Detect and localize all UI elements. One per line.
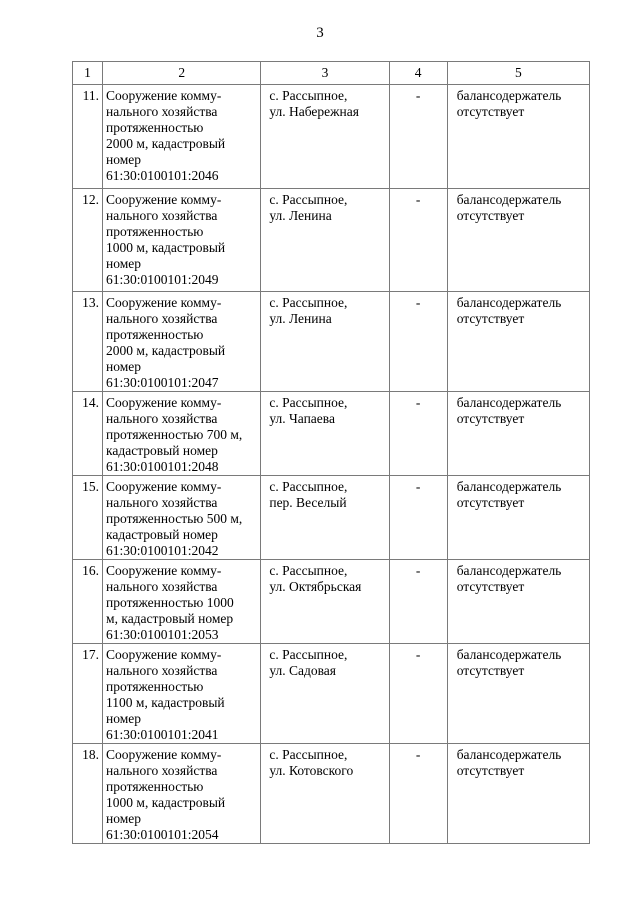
row-number: 13. xyxy=(73,292,103,392)
object-name-line: 61:30:0100101:2054 xyxy=(106,827,219,842)
column-4-value: - xyxy=(389,392,447,476)
owner-status-line: балансодержатель xyxy=(456,479,562,494)
object-name-line: номер xyxy=(106,256,142,271)
object-name-line: нального хозяйства xyxy=(106,763,218,778)
row-number: 11. xyxy=(73,85,103,189)
column-4-value: - xyxy=(389,560,447,644)
owner-status-line: отсутствует xyxy=(456,104,525,119)
object-name-line: 1000 м, кадастровый xyxy=(106,240,226,255)
object-name-line: протяженностью 1000 xyxy=(106,595,234,610)
object-name-line: 61:30:0100101:2053 xyxy=(106,627,219,642)
object-name-line: нального хозяйства xyxy=(106,663,218,678)
object-name-line: протяженностью xyxy=(106,779,204,794)
object-name-line: 61:30:0100101:2049 xyxy=(106,272,219,287)
owner-status-line: балансодержатель xyxy=(456,563,562,578)
object-name-line: м, кадастровый номер xyxy=(106,611,234,626)
object-address xyxy=(261,644,389,744)
object-address-line: с. Рассыпное, xyxy=(269,192,348,207)
object-name xyxy=(103,392,261,476)
header-cell-3: 3 xyxy=(261,62,389,85)
object-name-line: Сооружение комму- xyxy=(106,395,222,410)
object-name-line: 61:30:0100101:2048 xyxy=(106,459,219,474)
owner-status-line: балансодержатель xyxy=(456,747,562,762)
object-name-line: Сооружение комму- xyxy=(106,295,222,310)
object-name-line: номер xyxy=(106,359,142,374)
object-address-line: ул. Садовая xyxy=(269,663,336,678)
row-number: 16. xyxy=(73,560,103,644)
object-name-line: Сооружение комму- xyxy=(106,479,222,494)
object-name-line: нального хозяйства xyxy=(106,495,218,510)
object-name xyxy=(103,189,261,292)
object-name-line: 61:30:0100101:2046 xyxy=(106,168,219,183)
owner-status-line: отсутствует xyxy=(456,411,525,426)
owner-status xyxy=(447,560,589,644)
object-name-line: номер xyxy=(106,152,142,167)
object-address-line: ул. Ленина xyxy=(269,311,332,326)
owner-status xyxy=(447,189,589,292)
object-name-line: 61:30:0100101:2047 xyxy=(106,375,219,390)
owner-status-line: балансодержатель xyxy=(456,395,562,410)
row-number: 18. xyxy=(73,744,103,844)
object-name-line: нального хозяйства xyxy=(106,411,218,426)
object-name-line: 1100 м, кадастровый xyxy=(106,695,225,710)
object-name xyxy=(103,476,261,560)
owner-status-line: отсутствует xyxy=(456,763,525,778)
object-name-line: протяженностью 500 м, xyxy=(106,511,243,526)
object-name xyxy=(103,560,261,644)
header-cell-1: 1 xyxy=(73,62,103,85)
object-name-line: номер xyxy=(106,811,142,826)
object-name-line: нального хозяйства xyxy=(106,579,218,594)
object-name-line: нального хозяйства xyxy=(106,311,218,326)
object-name-line: Сооружение комму- xyxy=(106,192,222,207)
object-name-line: 61:30:0100101:2041 xyxy=(106,727,219,742)
owner-status-line: отсутствует xyxy=(456,579,525,594)
object-address-line: ул. Октябрьская xyxy=(269,579,362,594)
header-cell-4: 4 xyxy=(389,62,447,85)
owner-status-line: балансодержатель xyxy=(456,192,562,207)
object-name xyxy=(103,744,261,844)
object-name xyxy=(103,85,261,189)
object-name-line: протяженностью xyxy=(106,679,204,694)
object-name-line: 61:30:0100101:2042 xyxy=(106,543,219,558)
row-number: 12. xyxy=(73,189,103,292)
table-row xyxy=(73,85,590,189)
object-name-line: Сооружение комму- xyxy=(106,647,222,662)
object-name-line: протяженностью xyxy=(106,327,204,342)
object-address xyxy=(261,189,389,292)
object-address-line: с. Рассыпное, xyxy=(269,395,348,410)
owner-status-line: отсутствует xyxy=(456,208,525,223)
owner-status-line: балансодержатель xyxy=(456,295,562,310)
owner-status-line: балансодержатель xyxy=(456,88,562,103)
column-4-value: - xyxy=(389,189,447,292)
row-number: 17. xyxy=(73,644,103,744)
row-number: 14. xyxy=(73,392,103,476)
object-name-line: Сооружение комму- xyxy=(106,563,222,578)
object-name-line: 2000 м, кадастровый xyxy=(106,136,226,151)
table-row xyxy=(73,292,590,392)
object-address-line: с. Рассыпное, xyxy=(269,563,348,578)
object-address-line: ул. Ленина xyxy=(269,208,332,223)
column-4-value: - xyxy=(389,85,447,189)
property-table xyxy=(72,61,590,844)
object-address xyxy=(261,744,389,844)
object-address-line: с. Рассыпное, xyxy=(269,88,348,103)
object-address xyxy=(261,85,389,189)
object-address-line: с. Рассыпное, xyxy=(269,747,348,762)
object-name-line: нального хозяйства xyxy=(106,208,218,223)
owner-status-line: отсутствует xyxy=(456,495,525,510)
table-row xyxy=(73,189,590,292)
object-address xyxy=(261,476,389,560)
owner-status-line: отсутствует xyxy=(456,311,525,326)
row-number: 15. xyxy=(73,476,103,560)
object-name-line: протяженностью xyxy=(106,120,204,135)
table-row xyxy=(73,560,590,644)
object-name-line: 1000 м, кадастровый xyxy=(106,795,226,810)
owner-status-line: балансодержатель xyxy=(456,647,562,662)
object-address-line: ул. Набережная xyxy=(269,104,359,119)
owner-status-line: отсутствует xyxy=(456,663,525,678)
object-address-line: с. Рассыпное, xyxy=(269,479,348,494)
header-cell-5: 5 xyxy=(447,62,589,85)
object-address-line: с. Рассыпное, xyxy=(269,295,348,310)
object-name-line: номер xyxy=(106,711,142,726)
object-name xyxy=(103,644,261,744)
page-number: 3 xyxy=(316,25,324,41)
object-name-line: кадастровый номер xyxy=(106,527,218,542)
table-row xyxy=(73,392,590,476)
table-row xyxy=(73,644,590,744)
object-address-line: пер. Веселый xyxy=(269,495,347,510)
object-name-line: нального хозяйства xyxy=(106,104,218,119)
owner-status xyxy=(447,392,589,476)
owner-status xyxy=(447,476,589,560)
table-row xyxy=(73,744,590,844)
owner-status xyxy=(447,644,589,744)
column-4-value: - xyxy=(389,476,447,560)
object-name-line: протяженностью xyxy=(106,224,204,239)
object-address xyxy=(261,392,389,476)
object-name-line: Сооружение комму- xyxy=(106,747,222,762)
object-name-line: 2000 м, кадастровый xyxy=(106,343,226,358)
object-name-line: Сооружение комму- xyxy=(106,88,222,103)
owner-status xyxy=(447,292,589,392)
table-row xyxy=(73,476,590,560)
header-cell-2: 2 xyxy=(103,62,261,85)
object-address xyxy=(261,560,389,644)
column-4-value: - xyxy=(389,292,447,392)
object-name-line: кадастровый номер xyxy=(106,443,218,458)
object-name xyxy=(103,292,261,392)
owner-status xyxy=(447,744,589,844)
object-address-line: ул. Котовского xyxy=(269,763,354,778)
column-4-value: - xyxy=(389,744,447,844)
table-header-row xyxy=(73,62,590,85)
object-address-line: с. Рассыпное, xyxy=(269,647,348,662)
object-name-line: протяженностью 700 м, xyxy=(106,427,243,442)
object-address xyxy=(261,292,389,392)
object-address-line: ул. Чапаева xyxy=(269,411,335,426)
column-4-value: - xyxy=(389,644,447,744)
owner-status xyxy=(447,85,589,189)
